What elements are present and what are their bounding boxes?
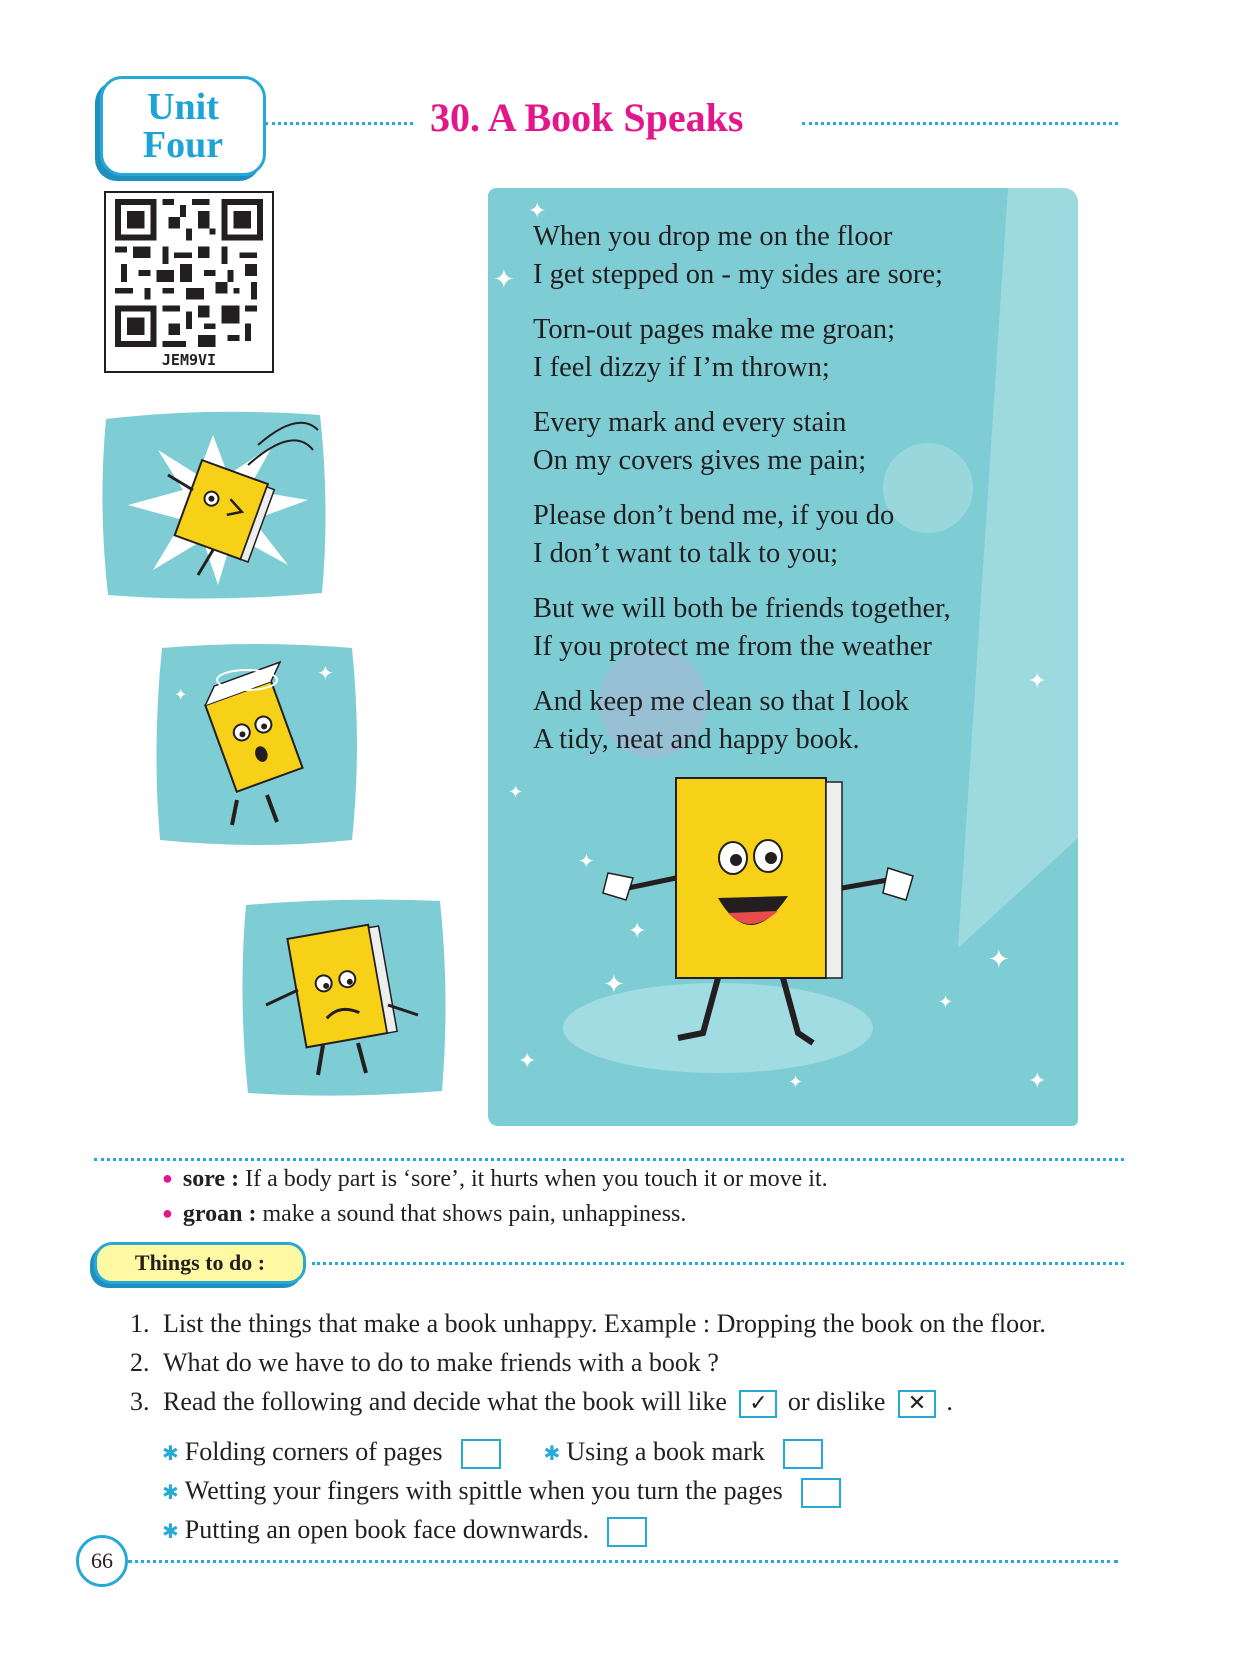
- svg-text:✦: ✦: [938, 992, 954, 1013]
- asterisk-icon: ✱: [162, 1480, 179, 1504]
- questions-list: [130, 1304, 1130, 1421]
- page-number: 66: [76, 1535, 128, 1587]
- activity-row-3: [162, 1511, 841, 1550]
- qr-code-box[interactable]: [104, 191, 274, 373]
- poem-stanza: [533, 404, 1073, 480]
- activity-row-2: [162, 1472, 841, 1511]
- glossary-dotted-rule: [94, 1158, 1124, 1161]
- glossary-term: sore :: [182, 1166, 240, 1192]
- poem-panel: [488, 188, 1078, 1126]
- todo-dotted-rule: [312, 1262, 1124, 1265]
- illustration-book-thrown: [98, 405, 330, 605]
- glossary: [162, 1162, 828, 1232]
- poem-text: [533, 218, 1073, 776]
- question-text: Read the following and decide what the book will like: [163, 1387, 727, 1416]
- asterisk-icon: ✱: [162, 1519, 179, 1543]
- activities-list: [162, 1433, 841, 1550]
- svg-text:✦: ✦: [628, 919, 647, 944]
- unit-number: Four: [142, 124, 224, 166]
- answer-box-bookmark[interactable]: [783, 1439, 823, 1469]
- footer-dotted-rule: [128, 1560, 1118, 1563]
- question-number: 2.: [130, 1348, 150, 1377]
- poem-line: When you drop me on the floor: [533, 221, 893, 252]
- poem-line: I don’t want to talk to you;: [533, 538, 839, 569]
- question-text-mid: or dislike: [787, 1387, 886, 1416]
- bullet-icon: ●: [162, 1203, 173, 1223]
- activity-folding-text: Folding corners of pages: [184, 1437, 443, 1466]
- question-number: 3.: [130, 1387, 150, 1416]
- answer-box-folding[interactable]: [461, 1439, 501, 1469]
- svg-text:✦: ✦: [528, 199, 547, 224]
- poem-stanza: [533, 683, 1073, 759]
- poem-line: A tidy, neat and happy book.: [533, 724, 860, 755]
- title-dotted-rule-right: [802, 122, 1118, 125]
- svg-text:✦: ✦: [174, 685, 188, 704]
- activity-face-down-text: Putting an open book face downwards.: [184, 1515, 590, 1544]
- page-title: 30. A Book Speaks: [430, 95, 744, 140]
- glossary-definition: If a body part is ‘sore’, it hurts when you touch it or move it.: [245, 1166, 828, 1192]
- poem-stanza: [533, 311, 1073, 387]
- title-dotted-rule-left: [265, 122, 413, 125]
- unit-badge: [100, 76, 266, 176]
- poem-line: Please don’t bend me, if you do: [533, 500, 895, 531]
- activity-wetting-text: Wetting your fingers with spittle when you turn the pages: [184, 1476, 783, 1505]
- question-1: [130, 1304, 1130, 1343]
- qr-code-label: JEM9VI: [161, 351, 217, 369]
- svg-text:✦: ✦: [603, 970, 625, 1000]
- poem-line: Every mark and every stain: [533, 407, 847, 438]
- dislike-cross-icon: ✕: [898, 1390, 936, 1418]
- svg-text:✦: ✦: [988, 945, 1010, 975]
- svg-text:✦: ✦: [788, 1072, 804, 1093]
- illustration-book-dizzy: [152, 640, 362, 850]
- question-text: List the things that make a book unhappy. Example : Dropping the book on the floor.: [163, 1309, 1046, 1338]
- poem-line: I get stepped on - my sides are sore;: [533, 259, 943, 290]
- bullet-icon: ●: [162, 1168, 173, 1188]
- poem-line: If you protect me from the weather: [533, 631, 932, 662]
- svg-text:✦: ✦: [578, 849, 595, 873]
- poem-stanza: [533, 218, 1073, 294]
- qr-code-icon: [114, 199, 264, 347]
- question-2: [130, 1343, 1130, 1382]
- svg-text:✦: ✦: [518, 1049, 537, 1074]
- svg-text:✦: ✦: [508, 782, 524, 803]
- poem-line: Torn-out pages make me groan;: [533, 314, 896, 345]
- question-3: [130, 1382, 1130, 1421]
- svg-text:✦: ✦: [1028, 669, 1047, 694]
- like-checkmark-icon: ✓: [739, 1390, 777, 1418]
- glossary-item-groan: [162, 1197, 828, 1232]
- svg-text:✦: ✦: [317, 661, 334, 685]
- svg-text:✦: ✦: [493, 265, 515, 295]
- glossary-item-sore: [162, 1162, 828, 1197]
- poem-line: On my covers gives me pain;: [533, 445, 867, 476]
- asterisk-icon: ✱: [543, 1441, 561, 1465]
- unit-label: Unit: [147, 86, 219, 128]
- things-to-do-badge: Things to do :: [94, 1242, 306, 1284]
- svg-text:✦: ✦: [1028, 1069, 1047, 1094]
- answer-box-wetting[interactable]: [801, 1478, 841, 1508]
- activity-bookmark-text: Using a book mark: [566, 1437, 765, 1466]
- poem-line: I feel dizzy if I’m thrown;: [533, 352, 830, 383]
- poem-line: But we will both be friends together,: [533, 593, 951, 624]
- answer-box-face-down[interactable]: [607, 1517, 647, 1547]
- poem-line: And keep me clean so that I look: [533, 686, 909, 717]
- poem-stanza: [533, 497, 1073, 573]
- poem-stanza: [533, 590, 1073, 666]
- question-text: What do we have to do to make friends with a book ?: [163, 1348, 719, 1377]
- activity-row-1: [162, 1433, 841, 1472]
- question-text-end: .: [946, 1387, 953, 1416]
- glossary-term: groan :: [182, 1201, 257, 1227]
- illustration-book-sad: [238, 895, 450, 1100]
- question-number: 1.: [130, 1309, 150, 1338]
- glossary-definition: make a sound that shows pain, unhappiness.: [262, 1201, 687, 1227]
- asterisk-icon: ✱: [162, 1441, 179, 1465]
